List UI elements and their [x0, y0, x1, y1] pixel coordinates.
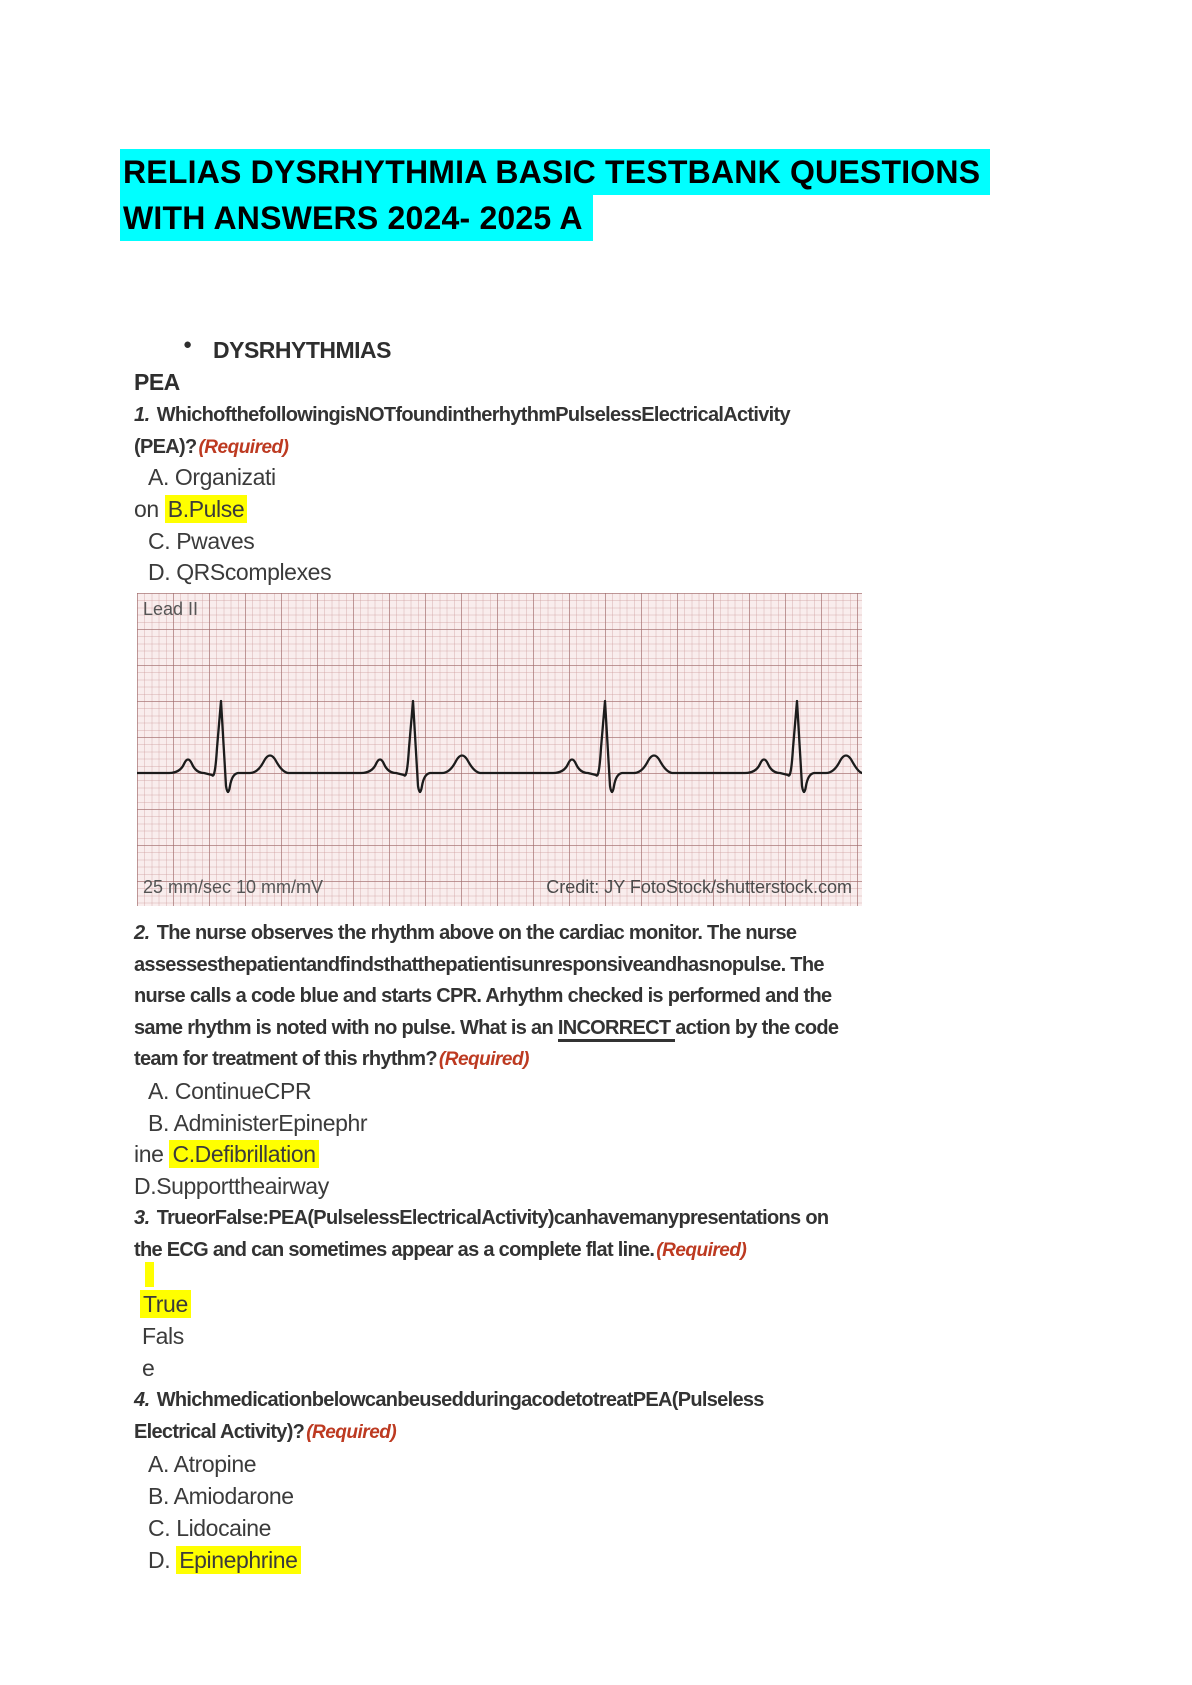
q4-answer-highlight: Epinephrine — [176, 1546, 300, 1574]
q1-option-a: A. Organizati — [148, 464, 276, 490]
q3-text-line1: 3. TrueorFalse:PEA(PulselessElectricalActivity)canhavemanypresentations on — [134, 1207, 829, 1229]
section-subheading: PEA — [134, 369, 180, 395]
q3-required-label: (Required) — [656, 1240, 747, 1261]
bullet-icon: ● — [183, 336, 193, 353]
highlight-cursor-bar — [145, 1262, 154, 1287]
q1-required-label: (Required) — [198, 437, 289, 458]
q3-text-line2: the ECG and can sometimes appear as a complete flat line. (Required) — [134, 1239, 747, 1261]
q1-option-b: on B.Pulse — [134, 496, 247, 522]
page-title — [120, 149, 990, 241]
title-line2: WITH ANSWERS 2024- 2025 A — [120, 195, 593, 241]
q4-required-label: (Required) — [306, 1422, 397, 1443]
q3-number: 3. — [134, 1207, 150, 1229]
q1-text-line2: (PEA)? (Required) — [134, 436, 289, 458]
ecg-trace — [137, 593, 862, 906]
q2-option-a: A. ContinueCPR — [148, 1078, 312, 1104]
q4-option-d: D. Epinephrine — [148, 1547, 301, 1573]
title-line1: RELIAS DYSRHYTHMIA BASIC TESTBANK QUESTIONS — [120, 149, 990, 195]
q2-text-line5: team for treatment of this rhythm? (Required) — [134, 1048, 529, 1070]
q2-text-line3: nurse calls a code blue and starts CPR. Arhythm checked is performed and the — [134, 985, 832, 1007]
q1-option-d: D. QRScomplexes — [148, 559, 332, 585]
q2-text-line4: same rhythm is noted with no pulse. What is an INCORRECT action by the code — [134, 1015, 838, 1043]
q4-text-line2: Electrical Activity)? (Required) — [134, 1421, 397, 1443]
q4-option-b: B. Amiodarone — [148, 1483, 294, 1509]
q4-text-line1: 4. WhichmedicationbelowcanbeusedduringacodetotreatPEA(Pulseless — [134, 1389, 764, 1411]
q3-option-false-line2: e — [142, 1355, 155, 1381]
q1-text-line1: 1. WhichofthefollowingisNOTfoundintherhythmPulselessElectricalActivity — [134, 404, 790, 426]
q2-text-line2: assessesthepatientandfindsthatthepatientisunresponsiveandhasnopulse. The — [134, 954, 824, 976]
ecg-strip-image — [137, 593, 862, 906]
q4-option-a: A. Atropine — [148, 1451, 257, 1477]
q1-option-c: C. Pwaves — [148, 528, 255, 554]
q2-option-d: D.Supporttheairway — [134, 1173, 329, 1199]
q1-answer-highlight: B.Pulse — [165, 495, 247, 523]
q4-option-c: C. Lidocaine — [148, 1515, 272, 1541]
q2-option-b: B. AdministerEpinephr — [148, 1110, 368, 1136]
ecg-lead-label: Lead II — [143, 599, 199, 619]
q2-required-label: (Required) — [438, 1049, 529, 1070]
q3-option-false-line1: Fals — [142, 1323, 184, 1349]
ecg-credit-label: Credit: JY FotoStock/shutterstock.com — [546, 877, 852, 897]
q2-number: 2. — [134, 922, 150, 944]
q2-answer-highlight: C.Defibrillation — [169, 1140, 318, 1168]
q2-option-c: ine C.Defibrillation — [134, 1141, 319, 1167]
q4-number: 4. — [134, 1389, 150, 1411]
q3-answer-highlight: True — [140, 1290, 191, 1318]
q3-option-true — [140, 1291, 191, 1317]
ecg-calibration-label: 25 mm/sec 10 mm/mV — [143, 877, 324, 897]
q1-number: 1. — [134, 404, 150, 426]
q2-text-line1: 2. The nurse observes the rhythm above on the cardiac monitor. The nurse — [134, 922, 797, 944]
section-heading: DYSRHYTHMIAS — [213, 337, 392, 363]
q2-incorrect-underlined: INCORRECT — [558, 1017, 675, 1042]
